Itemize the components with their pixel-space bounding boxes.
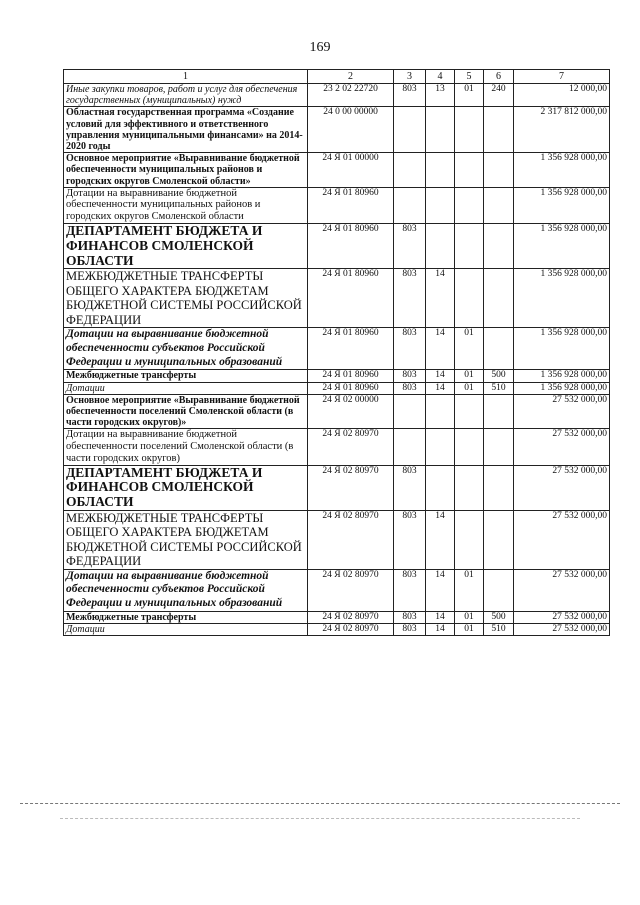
row-section-cell — [426, 153, 455, 188]
row-expense-type-cell — [484, 153, 514, 188]
row-code-cell: 24 Я 02 80970 — [308, 624, 394, 636]
row-code-cell: 24 Я 01 80960 — [308, 327, 394, 369]
row-subsection-cell — [455, 223, 484, 269]
row-expense-type-cell — [484, 187, 514, 223]
row-amount-cell: 27 532 000,00 — [514, 569, 610, 611]
row-code-cell: 24 Я 02 80970 — [308, 611, 394, 623]
row-section-cell: 14 — [426, 269, 455, 328]
row-subsection-cell: 01 — [455, 624, 484, 636]
row-code-cell: 24 Я 02 80970 — [308, 465, 394, 511]
row-subsection-cell — [455, 269, 484, 328]
row-code-cell: 24 Я 01 80960 — [308, 187, 394, 223]
table-row — [64, 429, 610, 465]
row-amount-cell: 1 356 928 000,00 — [514, 269, 610, 328]
table-row — [64, 269, 610, 328]
row-expense-type-cell: 510 — [484, 624, 514, 636]
row-name-cell: Иные закупки товаров, работ и услуг для обеспечения государственных (муниципальных) нужд — [64, 84, 308, 107]
row-dept-code-cell: 803 — [394, 84, 426, 107]
row-expense-type-cell: 500 — [484, 370, 514, 382]
table-row — [64, 327, 610, 369]
dashed-divider — [60, 818, 580, 819]
row-code-cell: 24 Я 02 80970 — [308, 569, 394, 611]
row-section-cell — [426, 429, 455, 465]
row-section-cell: 14 — [426, 611, 455, 623]
row-subsection-cell — [455, 394, 484, 429]
row-section-cell — [426, 187, 455, 223]
row-expense-type-cell — [484, 107, 514, 153]
row-subsection-cell: 01 — [455, 84, 484, 107]
row-subsection-cell: 01 — [455, 569, 484, 611]
row-subsection-cell: 01 — [455, 382, 484, 394]
table-row — [64, 624, 610, 636]
row-dept-code-cell: 803 — [394, 569, 426, 611]
row-code-cell: 24 Я 01 80960 — [308, 269, 394, 328]
row-subsection-cell: 01 — [455, 327, 484, 369]
row-code-cell: 23 2 02 22720 — [308, 84, 394, 107]
header-cell: 3 — [394, 70, 426, 84]
row-subsection-cell: 01 — [455, 370, 484, 382]
row-amount-cell: 1 356 928 000,00 — [514, 327, 610, 369]
row-name-cell: Дотации на выравнивание бюджетной обеспеченности муниципальных районов и городских округов Смоленской области — [64, 187, 308, 223]
row-expense-type-cell: 500 — [484, 611, 514, 623]
row-section-cell: 14 — [426, 624, 455, 636]
row-name-cell: ДЕПАРТАМЕНТ БЮДЖЕТА И ФИНАНСОВ СМОЛЕНСКОЙ ОБЛАСТИ — [64, 465, 308, 511]
row-code-cell: 24 0 00 00000 — [308, 107, 394, 153]
table-row — [64, 611, 610, 623]
row-expense-type-cell: 240 — [484, 84, 514, 107]
row-code-cell: 24 Я 02 80970 — [308, 511, 394, 570]
row-section-cell: 14 — [426, 511, 455, 570]
row-expense-type-cell — [484, 223, 514, 269]
row-dept-code-cell — [394, 429, 426, 465]
row-subsection-cell: 01 — [455, 611, 484, 623]
row-dept-code-cell — [394, 153, 426, 188]
row-dept-code-cell: 803 — [394, 269, 426, 328]
table-row — [64, 511, 610, 570]
row-section-cell: 14 — [426, 569, 455, 611]
row-subsection-cell — [455, 187, 484, 223]
table-header-row — [64, 70, 610, 84]
row-section-cell — [426, 394, 455, 429]
header-cell: 5 — [455, 70, 484, 84]
row-section-cell — [426, 107, 455, 153]
row-amount-cell: 27 532 000,00 — [514, 624, 610, 636]
row-dept-code-cell: 803 — [394, 327, 426, 369]
row-name-cell: Дотации на выравнивание бюджетной обеспеченности поселений Смоленской области (в части городских округов) — [64, 429, 308, 465]
row-section-cell — [426, 465, 455, 511]
row-dept-code-cell — [394, 394, 426, 429]
row-section-cell: 14 — [426, 382, 455, 394]
table-row — [64, 382, 610, 394]
row-expense-type-cell — [484, 465, 514, 511]
row-amount-cell: 1 356 928 000,00 — [514, 223, 610, 269]
row-dept-code-cell: 803 — [394, 511, 426, 570]
row-expense-type-cell — [484, 569, 514, 611]
row-amount-cell: 1 356 928 000,00 — [514, 382, 610, 394]
budget-table — [63, 69, 610, 636]
row-expense-type-cell: 510 — [484, 382, 514, 394]
table-row — [64, 187, 610, 223]
row-code-cell: 24 Я 01 80960 — [308, 370, 394, 382]
row-section-cell: 13 — [426, 84, 455, 107]
row-name-cell: ДЕПАРТАМЕНТ БЮДЖЕТА И ФИНАНСОВ СМОЛЕНСКОЙ ОБЛАСТИ — [64, 223, 308, 269]
row-amount-cell: 27 532 000,00 — [514, 394, 610, 429]
row-name-cell: МЕЖБЮДЖЕТНЫЕ ТРАНСФЕРТЫ ОБЩЕГО ХАРАКТЕРА БЮДЖЕТАМ БЮДЖЕТНОЙ СИСТЕМЫ РОССИЙСКОЙ ФЕДЕРАЦИИ — [64, 269, 308, 328]
row-name-cell: Дотации — [64, 382, 308, 394]
row-code-cell: 24 Я 01 00000 — [308, 153, 394, 188]
header-cell: 4 — [426, 70, 455, 84]
row-dept-code-cell — [394, 107, 426, 153]
header-cell: 7 — [514, 70, 610, 84]
row-amount-cell: 1 356 928 000,00 — [514, 153, 610, 188]
row-section-cell — [426, 223, 455, 269]
row-amount-cell: 2 317 812 000,00 — [514, 107, 610, 153]
table-row — [64, 84, 610, 107]
row-dept-code-cell: 803 — [394, 611, 426, 623]
row-subsection-cell — [455, 465, 484, 511]
header-cell: 1 — [64, 70, 308, 84]
row-name-cell: Межбюджетные трансферты — [64, 611, 308, 623]
table-row — [64, 394, 610, 429]
row-amount-cell: 27 532 000,00 — [514, 611, 610, 623]
row-dept-code-cell: 803 — [394, 624, 426, 636]
row-expense-type-cell — [484, 511, 514, 570]
table-row — [64, 370, 610, 382]
row-code-cell: 24 Я 02 00000 — [308, 394, 394, 429]
dashed-divider — [20, 803, 620, 804]
row-amount-cell: 27 532 000,00 — [514, 429, 610, 465]
row-dept-code-cell: 803 — [394, 370, 426, 382]
row-expense-type-cell — [484, 394, 514, 429]
row-amount-cell: 27 532 000,00 — [514, 465, 610, 511]
row-section-cell: 14 — [426, 327, 455, 369]
row-subsection-cell — [455, 511, 484, 570]
row-subsection-cell — [455, 153, 484, 188]
row-subsection-cell — [455, 107, 484, 153]
row-name-cell: Областная государственная программа «Создание условий для эффективного и ответственного управления муниципальными финансами» на 2014-2020 годы — [64, 107, 308, 153]
row-dept-code-cell: 803 — [394, 223, 426, 269]
row-name-cell: Основное мероприятие «Выравнивание бюджетной обеспеченности поселений Смоленской области (в части городских округов)» — [64, 394, 308, 429]
row-dept-code-cell: 803 — [394, 382, 426, 394]
table-body — [64, 84, 610, 636]
row-amount-cell: 27 532 000,00 — [514, 511, 610, 570]
row-name-cell: Дотации — [64, 624, 308, 636]
row-amount-cell: 12 000,00 — [514, 84, 610, 107]
row-name-cell: Дотации на выравнивание бюджетной обеспеченности субъектов Российской Федерации и муниципальных образований — [64, 327, 308, 369]
table-row — [64, 107, 610, 153]
table-row — [64, 153, 610, 188]
row-expense-type-cell — [484, 327, 514, 369]
row-expense-type-cell — [484, 429, 514, 465]
table-row — [64, 569, 610, 611]
table-row — [64, 223, 610, 269]
row-section-cell: 14 — [426, 370, 455, 382]
row-code-cell: 24 Я 01 80960 — [308, 223, 394, 269]
row-dept-code-cell: 803 — [394, 465, 426, 511]
row-dept-code-cell — [394, 187, 426, 223]
header-cell: 2 — [308, 70, 394, 84]
row-name-cell: МЕЖБЮДЖЕТНЫЕ ТРАНСФЕРТЫ ОБЩЕГО ХАРАКТЕРА БЮДЖЕТАМ БЮДЖЕТНОЙ СИСТЕМЫ РОССИЙСКОЙ ФЕДЕРАЦИИ — [64, 511, 308, 570]
row-name-cell: Межбюджетные трансферты — [64, 370, 308, 382]
table-row — [64, 465, 610, 511]
row-code-cell: 24 Я 01 80960 — [308, 382, 394, 394]
row-name-cell: Основное мероприятие «Выравнивание бюджетной обеспеченности муниципальных районов и городских округов Смоленской области» — [64, 153, 308, 188]
row-name-cell: Дотации на выравнивание бюджетной обеспеченности субъектов Российской Федерации и муниципальных образований — [64, 569, 308, 611]
row-amount-cell: 1 356 928 000,00 — [514, 370, 610, 382]
page-number: 169 — [309, 40, 331, 55]
row-amount-cell: 1 356 928 000,00 — [514, 187, 610, 223]
header-cell: 6 — [484, 70, 514, 84]
row-subsection-cell — [455, 429, 484, 465]
row-expense-type-cell — [484, 269, 514, 328]
row-code-cell: 24 Я 02 80970 — [308, 429, 394, 465]
